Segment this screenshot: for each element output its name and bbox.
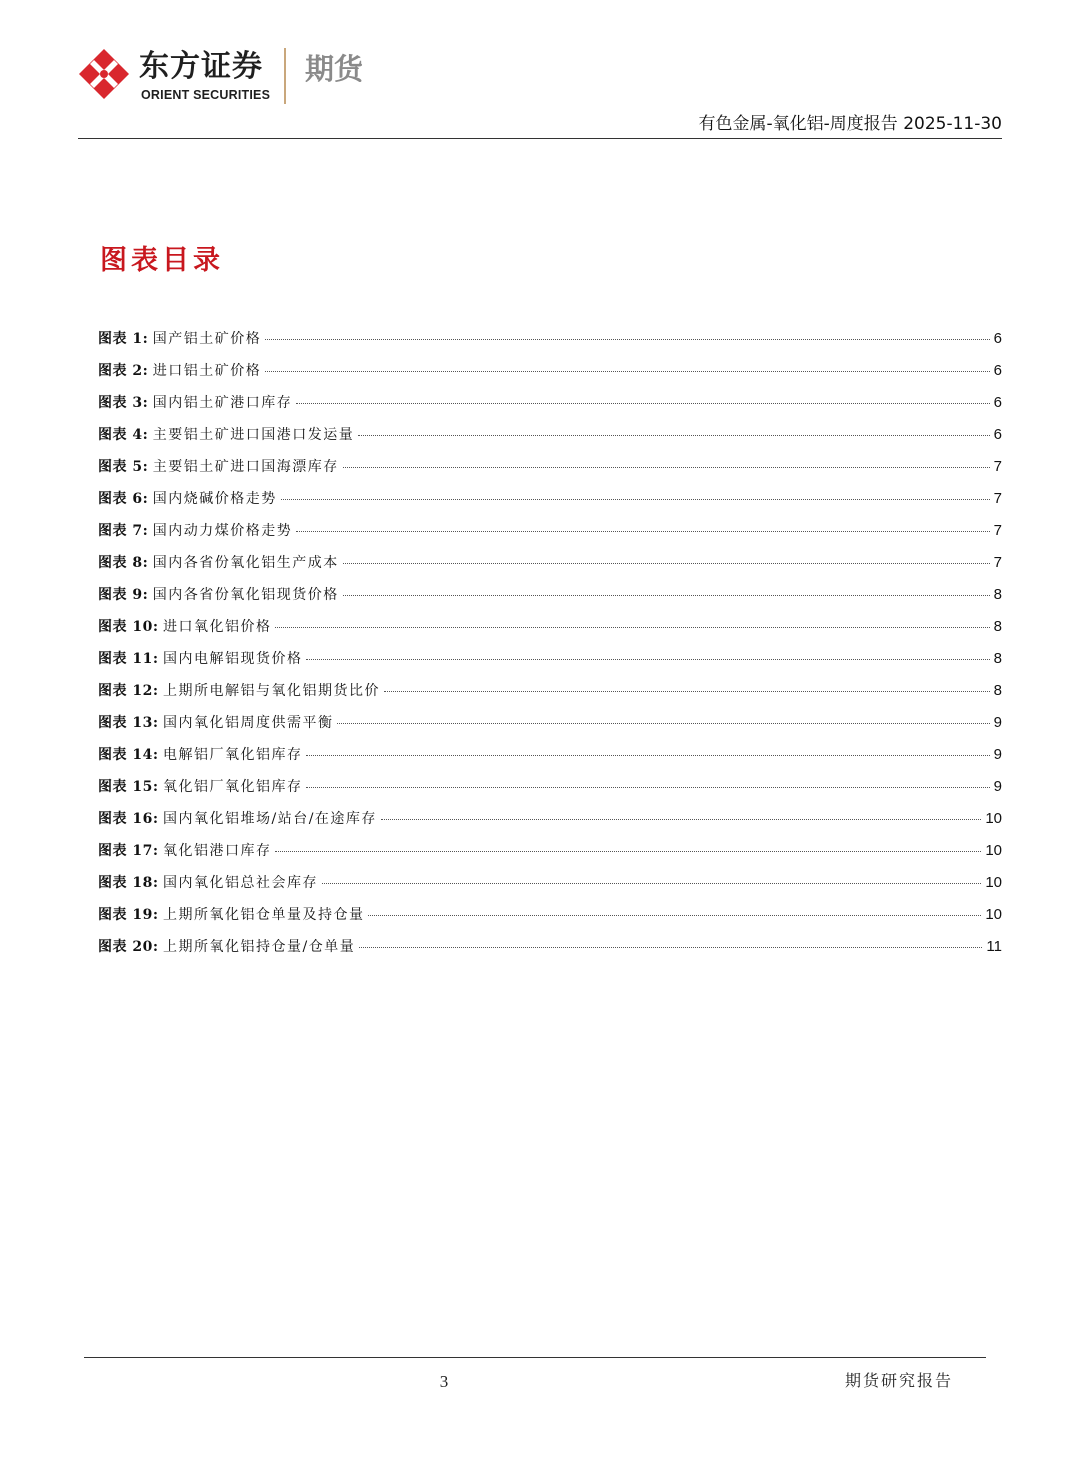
toc-entry[interactable]: [98, 808, 1002, 840]
toc-entry-page: 10: [985, 810, 1002, 827]
toc-entry-title: 国内各省份氧化铝现货价格: [152, 587, 339, 603]
toc-entry-page: 6: [993, 362, 1002, 379]
toc-leader-dots: [368, 915, 981, 916]
footer-label: 期货研究报告: [844, 1371, 953, 1390]
toc-entry[interactable]: [98, 936, 1002, 968]
toc-entry-label: 图表 9:: [98, 587, 149, 603]
toc-entry[interactable]: [98, 584, 1002, 616]
toc-entry-label: 图表 18:: [98, 875, 159, 891]
toc-entry-page: 9: [993, 714, 1002, 731]
toc-entry[interactable]: [98, 648, 1002, 680]
toc-leader-dots: [275, 627, 989, 628]
toc-entry[interactable]: [98, 712, 1002, 744]
toc-entry-page: 10: [985, 842, 1002, 859]
toc-leader-dots: [343, 563, 990, 564]
toc-entry-page: 6: [993, 330, 1002, 347]
toc-leader-dots: [275, 851, 981, 852]
brand-name-english: ORIENT SECURITIES: [141, 88, 271, 102]
toc-leader-dots: [381, 819, 981, 820]
toc-entry-label: 图表 12:: [98, 683, 159, 699]
toc-leader-dots: [358, 435, 989, 436]
toc-entry-label: 图表 8:: [98, 555, 149, 571]
toc-entry-label: 图表 3:: [98, 395, 149, 411]
toc-entry-title: 国产铝土矿价格: [152, 331, 262, 347]
toc-entry-label: 图表 2:: [98, 363, 149, 379]
toc-entry[interactable]: [98, 552, 1002, 584]
toc-entry-label: 图表 15:: [98, 779, 159, 795]
toc-leader-dots: [343, 467, 990, 468]
toc-entry-title: 国内各省份氧化铝生产成本: [152, 555, 339, 571]
toc-entry-label: 图表 11:: [98, 651, 159, 667]
toc-entry[interactable]: [98, 904, 1002, 936]
toc-entry-label: 图表 1:: [98, 331, 149, 347]
toc-entry-title: 国内氧化铝总社会库存: [162, 875, 318, 891]
toc-entry-page: 9: [993, 746, 1002, 763]
toc-entry-title: 主要铝土矿进口国海漂库存: [152, 459, 339, 475]
toc-entry-title: 国内动力煤价格走势: [152, 523, 293, 539]
toc-entry-title: 国内铝土矿港口库存: [152, 395, 293, 411]
toc-heading: 图表目录: [100, 245, 224, 276]
brand-name-chinese: 东方证券: [139, 49, 263, 84]
toc-entry[interactable]: [98, 776, 1002, 808]
toc-leader-dots: [306, 659, 989, 660]
toc-leader-dots: [306, 787, 989, 788]
toc-entry-page: 8: [993, 618, 1002, 635]
toc-entry[interactable]: [98, 360, 1002, 392]
toc-leader-dots: [322, 883, 981, 884]
toc-entry-title: 上期所氧化铝仓单量及持仓量: [162, 907, 365, 923]
toc-entry[interactable]: [98, 744, 1002, 776]
toc-entry-title: 上期所电解铝与氧化铝期货比价: [162, 683, 380, 699]
toc-entry-page: 10: [985, 906, 1002, 923]
toc-leader-dots: [265, 339, 989, 340]
toc-entry-title: 国内烧碱价格走势: [152, 491, 277, 507]
toc-entry-label: 图表 5:: [98, 459, 149, 475]
toc-leader-dots: [296, 531, 989, 532]
toc-entry[interactable]: [98, 456, 1002, 488]
toc-entry-page: 8: [993, 650, 1002, 667]
toc-entry-title: 国内电解铝现货价格: [162, 651, 303, 667]
toc-entry-title: 国内氧化铝堆场/站台/在途库存: [162, 811, 377, 827]
toc-leader-dots: [359, 947, 982, 948]
report-title: 有色金属-氧化铝-周度报告 2025-11-30: [698, 114, 1002, 134]
toc-entry[interactable]: [98, 392, 1002, 424]
brand-divider: [284, 48, 286, 104]
brand-subtitle: 期货: [305, 52, 364, 86]
toc-entry-label: 图表 19:: [98, 907, 159, 923]
toc-entry[interactable]: [98, 616, 1002, 648]
toc-leader-dots: [281, 499, 990, 500]
toc-entry-page: 8: [993, 682, 1002, 699]
toc-entry-label: 图表 6:: [98, 491, 149, 507]
toc-entry-label: 图表 17:: [98, 843, 159, 859]
footer-divider: [84, 1357, 986, 1358]
toc-entry-page: 6: [993, 394, 1002, 411]
toc-entry-title: 进口氧化铝价格: [162, 619, 272, 635]
toc-entry[interactable]: [98, 328, 1002, 360]
page-number: 3: [439, 1372, 449, 1391]
toc-entry-page: 8: [993, 586, 1002, 603]
toc-entry-page: 7: [993, 490, 1002, 507]
toc-entry-label: 图表 16:: [98, 811, 159, 827]
toc-entry-title: 电解铝厂氧化铝库存: [162, 747, 303, 763]
toc-entry-label: 图表 14:: [98, 747, 159, 763]
toc-leader-dots: [337, 723, 989, 724]
toc-leader-dots: [343, 595, 990, 596]
toc-entry-page: 7: [993, 554, 1002, 571]
toc-entry-label: 图表 10:: [98, 619, 159, 635]
toc-entry-label: 图表 4:: [98, 427, 149, 443]
orient-securities-logo-icon: [78, 48, 130, 100]
toc-entry[interactable]: [98, 424, 1002, 456]
toc-leader-dots: [265, 371, 989, 372]
toc-entry-title: 主要铝土矿进口国港口发运量: [152, 427, 355, 443]
header-divider: [78, 138, 1002, 139]
toc-leader-dots: [306, 755, 989, 756]
toc-entry-page: 7: [993, 458, 1002, 475]
toc-entry-title: 上期所氧化铝持仓量/仓单量: [162, 939, 356, 955]
toc-leader-dots: [296, 403, 989, 404]
toc-entry[interactable]: [98, 840, 1002, 872]
toc-entry-title: 氧化铝厂氧化铝库存: [162, 779, 303, 795]
toc-entry[interactable]: [98, 520, 1002, 552]
toc-entry[interactable]: [98, 872, 1002, 904]
figure-list: [98, 328, 1002, 968]
toc-entry-title: 进口铝土矿价格: [152, 363, 262, 379]
toc-entry-title: 氧化铝港口库存: [162, 843, 272, 859]
toc-entry[interactable]: [98, 680, 1002, 712]
toc-entry-page: 9: [993, 778, 1002, 795]
toc-entry-page: 7: [993, 522, 1002, 539]
toc-entry-page: 11: [986, 938, 1002, 955]
toc-entry-page: 10: [985, 874, 1002, 891]
toc-entry-label: 图表 13:: [98, 715, 159, 731]
toc-entry-page: 6: [993, 426, 1002, 443]
toc-entry-label: 图表 20:: [98, 939, 159, 955]
toc-leader-dots: [384, 691, 990, 692]
toc-entry-label: 图表 7:: [98, 523, 149, 539]
toc-entry-title: 国内氧化铝周度供需平衡: [162, 715, 334, 731]
toc-entry[interactable]: [98, 488, 1002, 520]
